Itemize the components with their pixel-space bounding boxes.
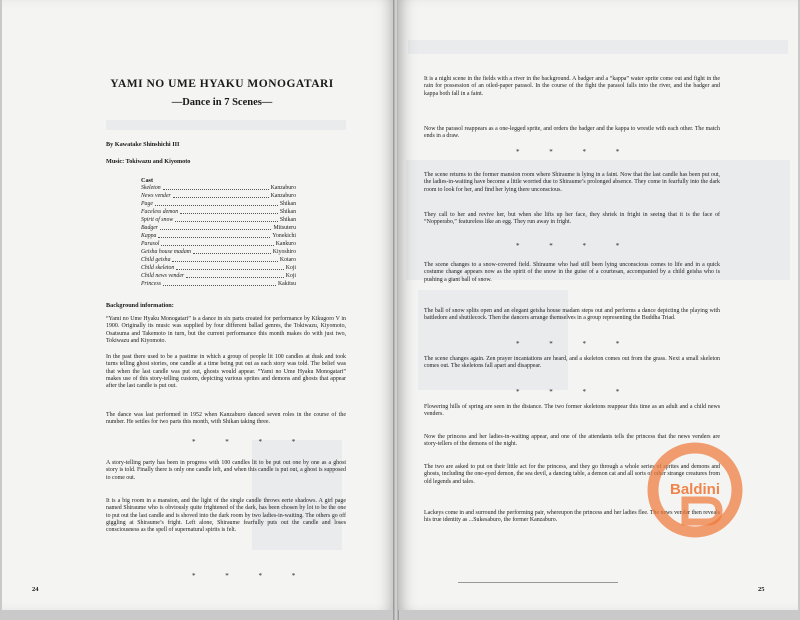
scene-break: * * * * bbox=[516, 340, 634, 348]
cast-row bbox=[141, 217, 296, 224]
cast-actor: Kotaro bbox=[279, 257, 296, 263]
paragraph: The ball of snow splits open and an elegant geisha house madam steps out and performs a dance depicting the playing with battledore and shuttlecock. Then the dancers arrange themselves in a group representing the Buddha Triad. bbox=[424, 308, 720, 322]
cast-role: Princess bbox=[141, 281, 161, 287]
cast-row bbox=[141, 193, 296, 200]
paragraph: “Yami no Ume Hyaku Monogatari” is a dance in six parts created for performance by Kikugoro V in 1900. Originally its music was supplied by four different ballad genres, the Tokiwazu, Kiyomoto, Osatsuma and Takemoto in turn, but the current performance this month makes do with just two, Tokiwazu and Kiyomoto. bbox=[106, 316, 346, 344]
paragraph: The dance was last performed in 1952 when Kanzaburo danced seven roles in the course of the number. He settles for two parts this month, with Shikan taking three. bbox=[106, 412, 346, 426]
cast-row bbox=[141, 249, 296, 256]
cast-role: Child skeleton bbox=[141, 265, 175, 271]
cast-actor: Shikan bbox=[279, 201, 296, 207]
cast-row bbox=[141, 233, 296, 240]
paragraph: The two are asked to put on their little act for the princess, and they go through a whole series of sprites and demons and ghosts, including the one-eyed demon, the sea devil, a dancing table, a demon cat and all sorts of other strange creatures from old legends and tales. bbox=[424, 464, 720, 485]
svg-text:Baldini: Baldini bbox=[669, 481, 721, 498]
paragraph: It is a big room in a mansion, and the light of the single candle throws eerie shadows. A girl page named Shiraume who is obviously quite frightened of the dark, has been chosen by lot to be the one to put out the last candle and is shoved into the dark room by two ladies-in-waiting. The others go off giggling at Shiraume’s fright. Left alone, Shiraume fearfully puts out the candle and loses consciousness as the spell of supernatural spirits is felt. bbox=[106, 498, 346, 534]
scene-break: * * * * bbox=[516, 242, 634, 250]
cast-row bbox=[141, 225, 296, 232]
cast-role: Child news vender bbox=[141, 273, 185, 279]
left-page bbox=[2, 0, 395, 610]
paragraph: The scene returns to the former mansion room where Shiraume is lying in a faint. Now that the last candle has been put out, the ladies-in-waiting have become a little worried due to Shiraume’s prolonged absence. They come in fearfully into the dark room to look for her, and find her lying there unconscious. bbox=[424, 172, 720, 193]
cast-row bbox=[141, 201, 296, 208]
cast-role: Parasol bbox=[141, 241, 160, 247]
cast-row bbox=[141, 185, 296, 192]
music-credit: Music: Tokiwazu and Kiyomoto bbox=[106, 158, 191, 165]
background-heading: Background information: bbox=[106, 302, 174, 309]
cast-actor: Yonekichi bbox=[272, 233, 296, 239]
paragraph: Lackeys come in and surround the performing pair, whereupon the princess and her ladies flee. The news vender then reveals his true identity as ...Sukesaburo, the former Kanzaburo. bbox=[424, 510, 720, 524]
paragraph: Flowering hills of spring are seen in the distance. The two former skeletons reappear this time as an adult and a child news venders. bbox=[424, 404, 720, 418]
cast-actor: Kanzaburo bbox=[270, 193, 296, 199]
scene-break: * * * * bbox=[192, 572, 310, 580]
document-subtitle: —Dance in 7 Scenes— bbox=[171, 97, 273, 108]
cast-role: Faceless demon bbox=[141, 209, 179, 215]
page-number: 24 bbox=[32, 586, 39, 593]
paragraph: They call to her and revive her, but when she lifts up her face, they shriek in fright in seeing that it is the face of “Nopperabo,” featureless like an egg. They run away in fright. bbox=[424, 212, 720, 226]
paragraph: In the past there used to be a pastime in which a group of people lit 100 candles at dusk and took turns telling ghost stories, one candle at a time being put out as each story was told. The belief was that when the last candle was put out, ghosts would appear. “Yami no Ume Hyaku Monogatari” makes use of this story-telling custom, depicting various sprites and demons and ghosts that appear after the last candle is put out. bbox=[106, 354, 346, 390]
cast-actor: Koji bbox=[285, 265, 296, 271]
cast-role: Spirit of snow bbox=[141, 217, 174, 223]
cast-actor: Kakitsu bbox=[277, 281, 296, 287]
cast-actor: Kankuro bbox=[275, 241, 296, 247]
cast-row bbox=[141, 209, 296, 216]
cast-row bbox=[141, 265, 296, 272]
cast-actor: Shikan bbox=[279, 209, 296, 215]
cast-heading: Cast bbox=[141, 177, 154, 184]
cast-row bbox=[141, 257, 296, 264]
cast-actor: Koji bbox=[285, 273, 296, 279]
scene-break: * * * * bbox=[516, 148, 634, 156]
page-number: 25 bbox=[758, 586, 765, 593]
cast-role: Child geisha bbox=[141, 257, 171, 263]
paragraph: It is a night scene in the fields with a river in the background. A badger and a “kappa” water sprite come out and fight in the rain for possession of an oiled-paper parasol. In the course of the fight the parasol falls into the river, and the badger and kappa both fall in a faint. bbox=[424, 76, 720, 97]
cast-role: Geisha house madam bbox=[141, 249, 191, 255]
footer-rule bbox=[458, 582, 618, 583]
paragraph: The scene changes again. Zen prayer incantations are heard, and a skeleton comes out from the grass. Next a small skeleton comes out. The skeletons fall apart and disappear. bbox=[424, 356, 720, 370]
cast-row bbox=[141, 273, 296, 280]
baldini-logo-icon bbox=[647, 442, 743, 538]
cast-role: Kappa bbox=[141, 233, 157, 239]
cast-role: News vender bbox=[141, 193, 171, 199]
scene-break: * * * * bbox=[516, 388, 634, 396]
paragraph: The scene changes to a snow-covered field. Shiraume who had still been lying unconscious comes to life and in a quick costume change appears now as the spirit of the snow in the guise of a courtesan, accompanied by a child geisha who is pushing a giant ball of snow. bbox=[424, 262, 720, 283]
cast-actor: Shikan bbox=[279, 217, 296, 223]
cast-actor: Kanzaburo bbox=[270, 185, 296, 191]
paragraph: Now the princess and her ladies-in-waiting appear, and one of the attendants tells the princess that the news venders are story-tellers of the demons of the night. bbox=[424, 434, 720, 448]
watermark-logo bbox=[647, 442, 743, 538]
cast-role: Page bbox=[141, 201, 153, 207]
cast-role: Badger bbox=[141, 225, 159, 231]
cast-row bbox=[141, 281, 296, 288]
paragraph: Now the parasol reappears as a one-legged sprite, and orders the badger and the kappa to wrestle with each other. The match ends in a draw. bbox=[424, 126, 720, 140]
cast-actor: Kiyoshiro bbox=[272, 249, 296, 255]
document-title: YAMI NO UME HYAKU MONOGATARI bbox=[110, 78, 334, 90]
paragraph: A story-telling party has been in progress with 100 candles lit to be put out one by one as a ghost story is told. Finally there is only one candle left, and when this candle is put out, a ghost is supposed to come out. bbox=[106, 460, 346, 481]
cast-actor: Mitsuteru bbox=[273, 225, 296, 231]
author-credit: By Kawatake Shinshichi III bbox=[106, 141, 180, 148]
cast-row bbox=[141, 241, 296, 248]
scene-break: * * * * bbox=[192, 438, 310, 446]
cast-role: Skeleton bbox=[141, 185, 161, 191]
